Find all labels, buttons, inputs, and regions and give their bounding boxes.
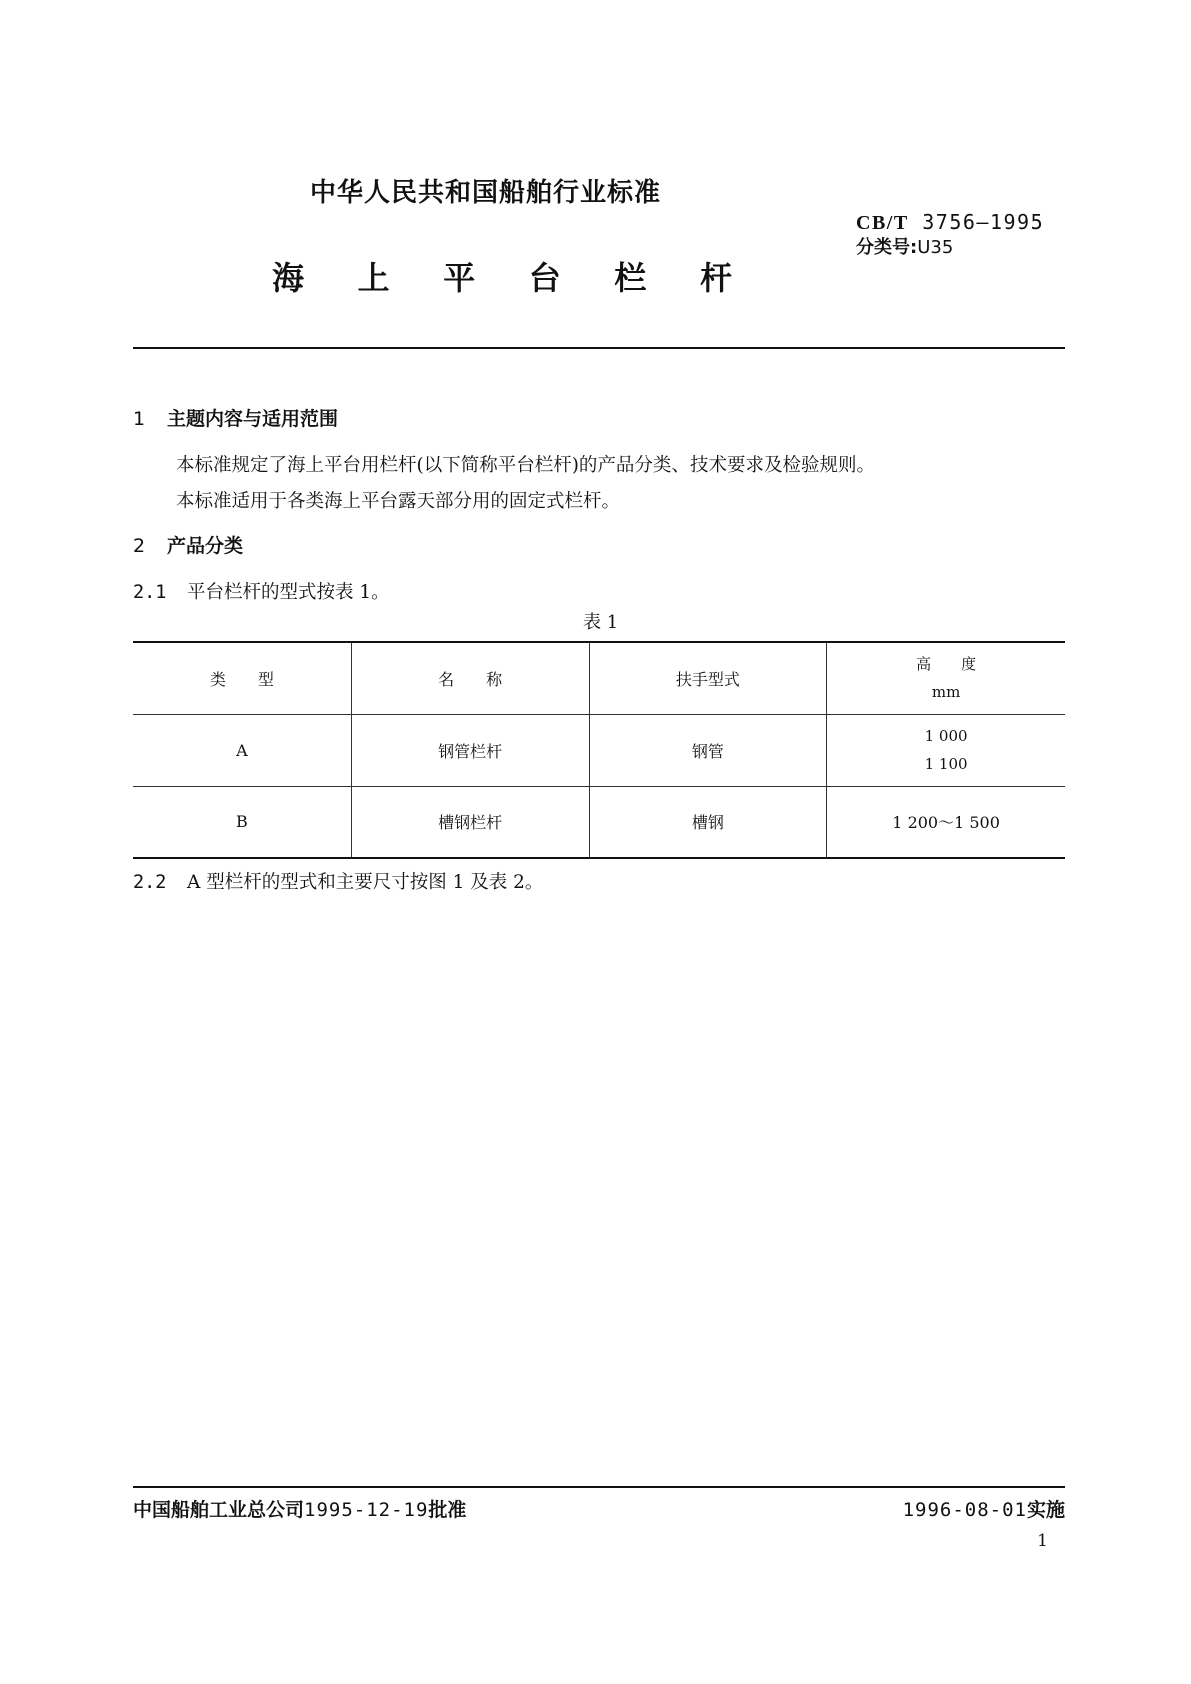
standard-code-prefix: CB/T (856, 212, 909, 234)
height-value: 1 000 (924, 727, 968, 745)
cell-height (827, 714, 1065, 786)
table-caption: 表 1 (583, 612, 619, 633)
effective-suffix: 实施 (1026, 1499, 1065, 1521)
height-label: 高 度 (916, 655, 977, 674)
effective-line (903, 1495, 1065, 1522)
document-title (272, 253, 732, 299)
page-number: 1 (1037, 1531, 1048, 1551)
footer-divider (133, 1486, 1065, 1488)
section-1-heading (133, 404, 338, 431)
header-cell-type: 类 型 (209, 669, 274, 689)
standard-title: 中华人民共和国船舶行业标准 (310, 178, 662, 208)
cell-type: B (133, 786, 351, 858)
header-cell-name: 名 称 (351, 642, 589, 714)
classification-value: U35 (917, 237, 954, 258)
classification-number (856, 233, 953, 259)
title-char: 平 (443, 259, 476, 297)
paragraph: 本标准规定了海上平台用栏杆(以下简称平台栏杆)的产品分类、技术要求及检验规则。 (176, 455, 875, 476)
section-title: 产品分类 (167, 535, 244, 557)
effective-date: 1996-08-01 (902, 1499, 1027, 1521)
approval-org: 中国船舶工业总公司 (133, 1499, 305, 1521)
title-char: 栏 (614, 259, 647, 297)
approval-date: 1995-12-19 (304, 1499, 429, 1521)
header-divider (133, 347, 1065, 349)
header-cell-height (827, 642, 1065, 714)
header-cell-handrail: 扶手型式 (589, 642, 827, 714)
section-title: 主题内容与适用范围 (167, 408, 339, 430)
clause-text: A 型栏杆的型式和主要尺寸按图 1 及表 2。 (187, 872, 544, 893)
clause-2-1 (133, 578, 390, 604)
title-char: 台 (528, 259, 561, 297)
clause-number: 2.2 (133, 872, 167, 893)
approval-suffix: 批准 (428, 1499, 467, 1521)
table-header-row (133, 642, 1065, 714)
clause-2-2 (133, 868, 543, 894)
height-unit: mm (931, 683, 961, 702)
height-value: 1 100 (924, 755, 968, 773)
cell-handrail: 槽钢 (589, 786, 827, 858)
cell-name: 槽钢栏杆 (351, 786, 589, 858)
paragraph: 本标准适用于各类海上平台露天部分用的固定式栏杆。 (176, 491, 621, 512)
section-2-heading (133, 531, 243, 558)
standard-code (856, 210, 1044, 235)
clause-text: 平台栏杆的型式按表 1。 (187, 582, 390, 603)
section-number: 1 (133, 408, 146, 430)
section-number: 2 (133, 535, 146, 557)
standard-code-number: 3756—1995 (922, 210, 1045, 234)
cell-height: 1 200～1 500 (827, 786, 1065, 858)
table-1 (133, 641, 1065, 859)
table-row (133, 786, 1065, 858)
classification-label: 分类号: (856, 237, 918, 258)
approval-line (133, 1495, 466, 1522)
table-row (133, 714, 1065, 786)
clause-number: 2.1 (133, 582, 167, 603)
title-char: 杆 (699, 259, 732, 297)
title-char: 上 (357, 259, 390, 297)
cell-name: 钢管栏杆 (351, 714, 589, 786)
title-char: 海 (272, 259, 305, 297)
cell-type: A (133, 714, 351, 786)
cell-handrail: 钢管 (589, 714, 827, 786)
